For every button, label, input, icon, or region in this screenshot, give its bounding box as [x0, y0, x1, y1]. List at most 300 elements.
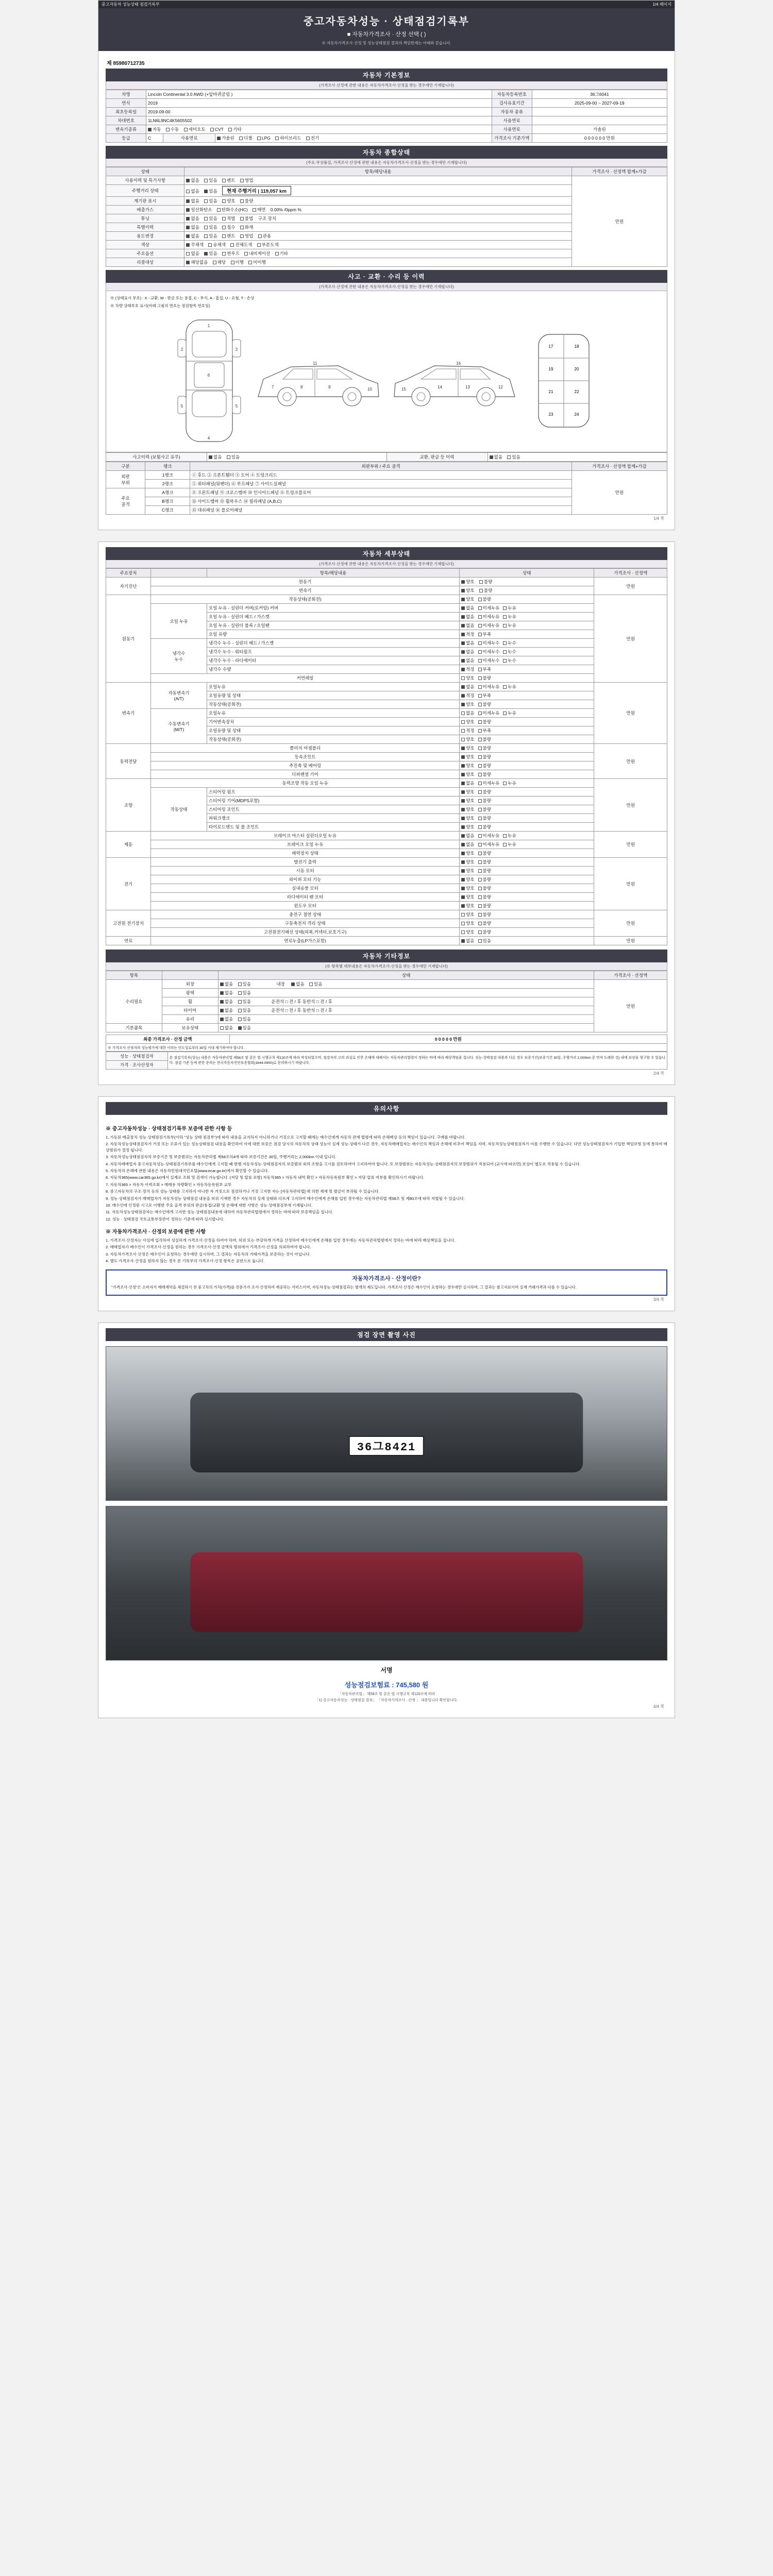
- detail-item-4-4: 파워크랭크: [207, 814, 460, 823]
- opt-good[interactable]: 양호: [461, 579, 474, 585]
- opt-none[interactable]: 없음: [461, 938, 474, 944]
- opt-usechange-gov[interactable]: 관용: [258, 233, 271, 239]
- opt-good[interactable]: 양호: [461, 850, 474, 856]
- opt-bad[interactable]: 불량: [478, 771, 491, 777]
- detail-item-5-1: 브레이크 오일 누유: [151, 840, 460, 849]
- opt-yes[interactable]: 있음: [238, 990, 251, 996]
- opt-minor[interactable]: 미세누유: [478, 710, 500, 716]
- opt-good[interactable]: 양호: [461, 798, 474, 804]
- opt-tuning-none[interactable]: 없음: [186, 215, 199, 222]
- opt-options-yes[interactable]: 있음: [204, 250, 217, 257]
- opt-good[interactable]: 양호: [461, 701, 474, 707]
- opt-fuel-ev[interactable]: 전기: [306, 135, 319, 141]
- row-mileage-label: 주행거리 상태: [106, 185, 184, 197]
- notice2-item-3: 3. 자동차가격조사·산정은 매수인이 요청하는 경우에만 실시하며, 그 결과는 자동차의 거래가격을 보증하는 것이 아닙니다.: [106, 1251, 311, 1257]
- notice-item-11: 11. 자동차성능상태점검자는 매수인에게 고지한 성능·상태점검내용에 대하여 자동차관리법령에서 정하는 바에 따라 보증책임을 집니다.: [106, 1210, 333, 1215]
- opt-leak[interactable]: 누유: [503, 622, 516, 629]
- svg-text:7: 7: [272, 385, 274, 389]
- label-year: 연식: [106, 99, 146, 108]
- notice2-item-4: 4. 별도 가격조사·산정을 원하지 않는 경우 본 기록부의 가격조사·산정 항목은 공란으로 둡니다.: [106, 1259, 265, 1264]
- damage-diagram: [106, 291, 667, 452]
- detail-state-1-1: [460, 604, 594, 613]
- etc-item-tire: 타이어: [162, 1006, 218, 1015]
- row-emission-value: [184, 206, 572, 214]
- opt-recall-done[interactable]: 이행: [231, 259, 244, 265]
- opt-low[interactable]: 부족: [478, 692, 491, 699]
- opt-tuning-illegal[interactable]: 불법: [240, 215, 253, 222]
- opt-good[interactable]: 양호: [461, 789, 474, 795]
- section-overall: 자동차 종합상태: [106, 146, 667, 159]
- svg-text:9: 9: [328, 385, 331, 389]
- detail-state-8-0: [460, 937, 594, 945]
- detail-item-4-0: 동력조향 작동 오일 누유: [151, 779, 460, 788]
- opt-none[interactable]: 없음: [461, 684, 474, 690]
- opt-color-achromatic[interactable]: 무채색: [186, 242, 204, 248]
- opt-special-none[interactable]: 없음: [186, 224, 199, 230]
- value-plate: 36그6041: [532, 90, 667, 99]
- opt-recall-yes[interactable]: 해당: [213, 259, 226, 265]
- opt-minor[interactable]: 미세누유: [478, 622, 500, 629]
- opt-trans-manual[interactable]: 수동: [166, 126, 179, 132]
- opt-yes[interactable]: 있음: [478, 938, 491, 944]
- etc-state-wheel: [218, 997, 594, 1006]
- value-car-name: Lincoln Continental 3.0 AWD (+앞바퀴굴림 ): [146, 90, 492, 99]
- opt-minor[interactable]: 미세누수: [478, 649, 500, 655]
- page1-corner: 1/4 쪽: [653, 516, 664, 521]
- opt-none[interactable]: 없음: [461, 614, 474, 620]
- opt-bad[interactable]: 불량: [478, 596, 491, 602]
- detail-group-7: 고전원 전기장치: [106, 910, 151, 937]
- etc-tire-pos: 운전석 □ 전 / 후 동반석 □ 전 / 후: [271, 1008, 332, 1013]
- opt-bad[interactable]: 불량: [478, 850, 491, 856]
- svg-text:12: 12: [498, 385, 503, 389]
- opt-none[interactable]: 없음: [461, 833, 474, 839]
- car-front-view: [171, 314, 248, 448]
- opt-options-nav[interactable]: 내비게이션: [244, 250, 270, 257]
- opt-bad[interactable]: 불량: [478, 789, 491, 795]
- row-usechange-value: [184, 232, 572, 241]
- etc-state-tire: [218, 1006, 594, 1015]
- opt-none[interactable]: 없음: [220, 1025, 233, 1031]
- opt-color-partial[interactable]: 부분도색: [257, 242, 279, 248]
- opt-good[interactable]: 양호: [461, 806, 474, 812]
- etc-group-repair: 수리필요: [106, 980, 162, 1024]
- opt-good[interactable]: 양호: [461, 894, 474, 900]
- opt-good[interactable]: 양호: [461, 929, 474, 935]
- opt-trans-other[interactable]: 기타: [228, 126, 241, 132]
- opt-none[interactable]: 없음: [220, 998, 233, 1005]
- detail-item-1-5: 냉각수 누수 - 실린더 헤드 / 가스켓: [207, 639, 460, 648]
- detail-state-2-1: [460, 691, 594, 700]
- page2-corner: 2/4 쪽: [653, 1071, 664, 1076]
- opt-tuning-legal[interactable]: 적법: [222, 215, 235, 222]
- detail-item-1-7: 냉각수 누수 - 라디에이터: [207, 656, 460, 665]
- opt-ok[interactable]: 적정: [461, 631, 474, 637]
- detail-state-6-4: [460, 893, 594, 902]
- detail-item-2-3: 오일누유: [207, 709, 460, 718]
- opt-bad[interactable]: 불량: [478, 824, 491, 830]
- fuel-options: [215, 134, 492, 143]
- inspection-insurance-fee: [106, 1676, 667, 1690]
- page-subtitle: ■ 자동차가격조사 · 산정 선택 ( ): [347, 31, 426, 38]
- opt-none[interactable]: 없음: [220, 1007, 233, 1013]
- detail-price-7: 만원: [594, 910, 667, 937]
- opt-cluster-good[interactable]: 양호: [222, 198, 235, 204]
- opt-low[interactable]: 부족: [478, 631, 491, 637]
- opt-none[interactable]: 없음: [220, 990, 233, 996]
- opt-leak[interactable]: 누유: [503, 614, 516, 620]
- opt-fuel-hybrid[interactable]: 하이브리드: [275, 135, 301, 141]
- car-side-view-right: [388, 347, 522, 414]
- opt-none[interactable]: 없음: [461, 622, 474, 629]
- opt-bad[interactable]: 불량: [478, 701, 491, 707]
- opt-usechange-biz[interactable]: 영업: [240, 233, 253, 239]
- label-transmission: 변속기종류: [106, 125, 146, 134]
- opt-mileage-none[interactable]: 없음: [186, 188, 199, 194]
- frame-price-cell: 만원: [572, 471, 667, 515]
- opt-bad[interactable]: 불량: [478, 876, 491, 883]
- basic-info-table: [106, 90, 667, 143]
- opt-bad[interactable]: 불량: [478, 736, 491, 742]
- page-title: 중고자동차성능 · 상태점검기록부: [303, 16, 470, 27]
- opt-usage-biz[interactable]: 영업: [240, 177, 253, 183]
- detail-sub-at: 자동변속기 (A/T): [151, 683, 207, 709]
- opt-minor[interactable]: 미세누유: [478, 684, 500, 690]
- opt-none2[interactable]: 없음: [291, 981, 304, 987]
- detail-item-1-8: 냉각수 수량: [207, 665, 460, 674]
- etc-state-polish: [218, 989, 594, 997]
- detail-item-1-9: 커먼레일: [151, 674, 460, 683]
- opt-good[interactable]: 양호: [461, 736, 474, 742]
- detail-state-4-3: [460, 805, 594, 814]
- svg-text:18: 18: [574, 344, 579, 349]
- opt-ok[interactable]: 적정: [461, 692, 474, 699]
- opt-special-flood[interactable]: 침수: [222, 224, 235, 230]
- detail-item-7-1: 구동축전지 격리 상태: [151, 919, 460, 928]
- opt-good[interactable]: 양호: [461, 824, 474, 830]
- opt-leak[interactable]: 누수: [503, 657, 516, 664]
- diagram-legend-1: ※ (상태표시 부호) : X - 교환, W - 판금 또는 용접, C - 부식, A - 흠집, U - 요철, T - 손상: [110, 296, 255, 300]
- opt-good[interactable]: 양호: [461, 911, 474, 918]
- opt-accident-yes[interactable]: 있음: [227, 454, 240, 460]
- opt-yes[interactable]: 있음: [238, 1025, 251, 1031]
- opt-yes[interactable]: 있음: [238, 998, 251, 1005]
- opt-good[interactable]: 양호: [461, 754, 474, 760]
- svg-text:24: 24: [574, 412, 579, 417]
- fee-label: 성능점검보험료 :: [344, 1681, 394, 1689]
- label-first-reg: 최초등록일: [106, 108, 146, 116]
- opt-bad[interactable]: 불량: [478, 754, 491, 760]
- opt-leak[interactable]: 누유: [503, 710, 516, 716]
- opt-bad[interactable]: 불량: [478, 920, 491, 926]
- detail-sub-coolant: 냉각수 누수: [151, 639, 207, 674]
- opt-usage-none[interactable]: 없음: [186, 177, 199, 183]
- opt-bad[interactable]: 불량: [478, 745, 491, 751]
- opt-trans-auto[interactable]: 자동: [148, 126, 161, 132]
- opt-good[interactable]: 양호: [461, 876, 474, 883]
- page-title-note: ※ 자동차가격조사·산정 및 성능상태점검 결과의 책임한계는 아래와 같습니다.: [322, 41, 451, 45]
- section-accident: 사고 · 교환 · 수리 등 이력: [106, 270, 667, 283]
- overall-price-cell: 만원: [572, 176, 667, 267]
- svg-text:15: 15: [401, 387, 406, 392]
- row-usage-history-label: 사용이력 및 특기사항: [106, 176, 184, 185]
- opt-exchange-yes[interactable]: 있음: [507, 454, 520, 460]
- opt-bad[interactable]: 불량: [479, 587, 492, 594]
- opt-minor[interactable]: 미세누수: [478, 640, 500, 646]
- opt-bad[interactable]: 불량: [478, 798, 491, 804]
- signature-table: [106, 1052, 667, 1070]
- detail-state-1-0: [460, 595, 594, 604]
- opt-bad[interactable]: 불량: [478, 868, 491, 874]
- detail-item-2-0: 오일누유: [207, 683, 460, 691]
- notice-section1-title: ※ 중고자동차성능 · 상태점검기록부 보증에 관한 사항 등: [106, 1126, 232, 1132]
- notice-item-2: 2. 자동차성능상태점검자가 거짓 또는 오류가 있는 성능상태점검 내용을 확인하여 이에 대한 보증은 점검 당시의 자동차의 상태 성능이 실제 성능·상태가 다른 경우, 자동차매매업자는 매수인의 책임과 손해에 비추어 책임을 지며, 자동차성능상태점검자가 이를 수행한 수 있습니다. 다만 성능상태점검자가 기입한 책임보험 등에 통하여 배상범위가 결정 됩니다.: [106, 1142, 667, 1153]
- opt-minor[interactable]: 미세누수: [478, 657, 500, 664]
- svg-text:5: 5: [180, 404, 183, 409]
- guarantee-title: 자동차가격조사 · 산정이란?: [352, 1275, 421, 1282]
- opt-low[interactable]: 부족: [478, 727, 491, 734]
- etc-price: 만원: [594, 980, 667, 1032]
- detail-group-2: 변속기: [106, 683, 151, 744]
- detail-state-0-1: [460, 586, 594, 595]
- svg-text:6: 6: [207, 373, 210, 378]
- opt-good[interactable]: 양호: [461, 920, 474, 926]
- label-accident-history: 사고이력 (보험사고 유무): [106, 453, 207, 462]
- opt-none[interactable]: 없음: [461, 649, 474, 655]
- detail-state-4-1: [460, 788, 594, 796]
- opt-good[interactable]: 양호: [461, 903, 474, 909]
- opt-recall-na[interactable]: 해당없음: [186, 259, 208, 265]
- opt-mileage-yes[interactable]: 있음: [204, 188, 217, 194]
- detail-item-2-1: 오일유량 및 상태: [207, 691, 460, 700]
- svg-text:17: 17: [548, 344, 553, 349]
- opt-usage-yes[interactable]: 있음: [204, 177, 217, 183]
- opt-yes2[interactable]: 있음: [309, 981, 322, 987]
- value-exchange-history: [488, 453, 667, 462]
- opt-options-etc[interactable]: 기타: [275, 250, 288, 257]
- opt-options-none[interactable]: 없음: [186, 250, 199, 257]
- frame-rank-2: 2랭크: [145, 480, 190, 488]
- opt-usechange-yes[interactable]: 있음: [204, 233, 217, 239]
- opt-tuning-yes[interactable]: 있음: [204, 215, 217, 222]
- opt-good[interactable]: 양호: [461, 745, 474, 751]
- opt-cluster-none[interactable]: 없음: [186, 198, 199, 204]
- frame-group-main: 주요 골격: [106, 488, 145, 515]
- detail-item-1-6: 냉각수 누수 - 워터펌프: [207, 648, 460, 656]
- photo-rear: [106, 1506, 667, 1660]
- detail-item-4-2: 스티어링 기어(MDPS포함): [207, 796, 460, 805]
- opt-minor[interactable]: 미세누유: [478, 841, 500, 848]
- detail-item-2-2: 작동상태(공회전): [207, 700, 460, 709]
- opt-minor[interactable]: 미세누유: [478, 614, 500, 620]
- opt-special-fire[interactable]: 화재: [240, 224, 253, 230]
- opt-trans-cvt[interactable]: CVT: [210, 127, 224, 132]
- opt-emission-smoke[interactable]: 매연: [253, 207, 265, 213]
- opt-good[interactable]: 양호: [461, 859, 474, 865]
- section-detail-note: (가격조사·산정에 관한 내용은 자동차가격조사·산정을 받는 경우에만 기재합니다): [106, 560, 667, 568]
- opt-bad[interactable]: 불량: [478, 762, 491, 769]
- section-basic-info: 자동차 기본정보: [106, 69, 667, 81]
- detail-item-3-3: 디퍼렌셜 기어: [151, 770, 460, 779]
- emission-values: 0.00% /0ppm %: [270, 207, 301, 212]
- opt-good[interactable]: 양호: [461, 868, 474, 874]
- opt-bad[interactable]: 불량: [478, 903, 491, 909]
- opt-leak[interactable]: 누유: [503, 684, 516, 690]
- opt-leak[interactable]: 누유: [503, 780, 516, 786]
- etc-wheel-pos: 운전석 □ 전 / 후 동반석 □ 전 / 후: [271, 999, 332, 1004]
- svg-text:16: 16: [456, 361, 461, 366]
- opt-yes[interactable]: 있음: [238, 1016, 251, 1022]
- opt-color-chromatic[interactable]: 유채색: [208, 242, 226, 248]
- detail-price-6: 만원: [594, 858, 667, 910]
- opt-bad[interactable]: 불량: [478, 911, 491, 918]
- opt-good[interactable]: 양호: [461, 587, 474, 594]
- opt-fuel-diesel[interactable]: 디젤: [239, 135, 252, 141]
- opt-cluster-yes[interactable]: 있음: [204, 198, 217, 204]
- opt-leak[interactable]: 누수: [503, 640, 516, 646]
- opt-none[interactable]: 없음: [461, 780, 474, 786]
- opt-emission-co[interactable]: 일산화탄소: [186, 207, 212, 213]
- opt-bad[interactable]: 불량: [478, 675, 491, 681]
- opt-good[interactable]: 양호: [461, 815, 474, 821]
- opt-none[interactable]: 없음: [461, 841, 474, 848]
- opt-none[interactable]: 없음: [461, 605, 474, 611]
- opt-bad[interactable]: 불량: [479, 579, 492, 585]
- row-usechange-label: 용도변경: [106, 232, 184, 241]
- page-1: [98, 0, 675, 530]
- opt-trans-semi[interactable]: 세미오토: [184, 126, 206, 132]
- opt-emission-hc[interactable]: 탄화수소(HC): [217, 207, 248, 213]
- photo-rear-vehicle: [190, 1552, 583, 1632]
- opt-bad[interactable]: 불량: [478, 859, 491, 865]
- opt-yes[interactable]: 있음: [238, 981, 251, 987]
- detail-item-5-0: 브레이크 마스터 실린더오일 누유: [151, 832, 460, 840]
- detail-item-6-0: 발전기 출력: [151, 858, 460, 867]
- opt-accident-none[interactable]: 없음: [209, 454, 222, 460]
- opt-leak[interactable]: 누유: [503, 841, 516, 848]
- opt-none[interactable]: 없음: [220, 1016, 233, 1022]
- row-emission-label: 배출가스: [106, 206, 184, 214]
- opt-good[interactable]: 양호: [461, 596, 474, 602]
- th-overall-state: 상태: [106, 167, 184, 176]
- label-vin: 차대번호: [106, 116, 146, 125]
- opt-fuel-lpg[interactable]: LPG: [257, 135, 271, 141]
- topbar-right: 1/4 페이지: [652, 2, 671, 7]
- opt-bad[interactable]: 불량: [478, 806, 491, 812]
- opt-none[interactable]: 없음: [461, 657, 474, 664]
- row-recall-label: 리콜대상: [106, 258, 184, 267]
- opt-usage-rent[interactable]: 렌트: [222, 177, 235, 183]
- detail-state-1-9: [460, 674, 594, 683]
- final-price-note: ※ 가격조사·산정자의 성능평가에 대한 이의는 인도일로부터 30일 이내 제기하여야 합니다.: [106, 1044, 667, 1052]
- car-side-view-left: [251, 347, 385, 414]
- notice-item-6: 6. 자동차365(www.car365.go.kr)에서 실제로 조회 및 검색이 가능합니다. (저당 및 압류 포함) 자동차365 > 자동차 내역 확인 > 자동차등록원부 확인 > 저당·압류 여부를 확인하시기 바랍니다.: [106, 1175, 425, 1180]
- transmission-options: [146, 125, 492, 134]
- opt-yes[interactable]: 있음: [238, 1007, 251, 1013]
- opt-good[interactable]: 양호: [461, 762, 474, 769]
- opt-low[interactable]: 부족: [478, 666, 491, 672]
- frame-items-1: ① 후드 ② 프론트휀더 ③ 도어 ④ 트렁크리드: [190, 471, 572, 480]
- section-etc: 자동차 기타정보: [106, 950, 667, 962]
- opt-bad[interactable]: 불량: [478, 719, 491, 725]
- detail-state-2-4: [460, 718, 594, 726]
- opt-minor[interactable]: 미세누유: [478, 833, 500, 839]
- opt-options-sunroof[interactable]: 썬루프: [222, 250, 240, 257]
- detail-state-3-3: [460, 770, 594, 779]
- detail-state-3-1: [460, 753, 594, 761]
- detail-item-6-3: 실내송풍 모터: [151, 884, 460, 893]
- detail-item-7-2: 고전원전기배선 상태(피복,커넥터,보호기구): [151, 928, 460, 937]
- label-fuel-2: 사용연료: [492, 125, 532, 134]
- detail-group-8: 연료: [106, 937, 151, 945]
- etc-item-interior: 내장: [276, 981, 285, 987]
- opt-leak[interactable]: 누유: [503, 605, 516, 611]
- opt-good[interactable]: 양호: [461, 771, 474, 777]
- detail-item-1-2: 오일 누유 - 실린더 헤드 / 가스켓: [207, 613, 460, 621]
- opt-leak[interactable]: 누수: [503, 649, 516, 655]
- detail-item-2-4: 기어변속장치: [207, 718, 460, 726]
- section-overall-note: (주요·무상품질, 가격조사·산정에 관한 내용은 자동차가격조사·산정을 받는 경우에만 기재합니다): [106, 159, 667, 167]
- opt-color-full[interactable]: 전체도색: [230, 242, 252, 248]
- opt-usechange-none[interactable]: 없음: [186, 233, 199, 239]
- opt-leak[interactable]: 누유: [503, 833, 516, 839]
- opt-fuel-gasoline[interactable]: 가솔린: [217, 135, 234, 141]
- opt-good[interactable]: 양호: [461, 885, 474, 891]
- opt-none[interactable]: 없음: [461, 710, 474, 716]
- detail-item-4-3: 스티어링 조인트: [207, 805, 460, 814]
- detail-item-3-1: 등속조인트: [151, 753, 460, 761]
- detail-state-7-2: [460, 928, 594, 937]
- opt-recall-undone[interactable]: 미이행: [248, 259, 266, 265]
- opt-none[interactable]: 없음: [220, 981, 233, 987]
- opt-bad[interactable]: 불량: [478, 885, 491, 891]
- notice-item-1: 1. 가동된 배출장치·성능·상태점검기록부(이하 "성능 상태 점검부")에 따라 내용을 교지하지 아니하거나 거짓으로 고지할 때에는 매수인에게 자동차 관계 법령에 따라 손해배상 등의 책임이 있습니다. 구매를 바랍니다.: [106, 1135, 466, 1140]
- frame-items-c: ⑮ 대쉬패널 ⑯ 플로어패널: [190, 506, 572, 515]
- photo-front-vehicle: [190, 1393, 583, 1472]
- notice-section2-title: ※ 자동차가격조사 · 산정의 보증에 관한 사항: [106, 1229, 206, 1235]
- opt-ok[interactable]: 적정: [461, 727, 474, 734]
- guarantee-body: "가격조사·산정"은 소비자가 매매계약을 체결하기 전 중고차의 가치(가격)를 전문가가 조사·산정하여 제공하는 서비스이며, 자동차성능·상태점검과는 별개의 제도입니다. 가격조사·산정은 매수인이 요청하는 경우에만 실시하며, 그 결과는 참고자료이며 실제 거래가격과 다를 수 있습니다.: [111, 1284, 577, 1290]
- svg-text:21: 21: [548, 389, 553, 394]
- opt-ok[interactable]: 적정: [461, 666, 474, 672]
- detail-state-2-6: [460, 735, 594, 744]
- th-etc-price: 가격조사 · 산정액: [594, 971, 667, 980]
- notice-item-5: 5. 자동차의 손해에 관한 내용은 자동차민원대국민포털(www.ecar.go.kr)에서 확인할 수 있습니다.: [106, 1168, 269, 1173]
- opt-minor[interactable]: 미세누유: [478, 605, 500, 611]
- opt-exchange-none[interactable]: 없음: [490, 454, 502, 460]
- opt-usechange-rent[interactable]: 렌트: [222, 233, 235, 239]
- row-color-value: [184, 241, 572, 249]
- opt-cluster-bad[interactable]: 불량: [240, 198, 253, 204]
- frame-rank-1: 1랭크: [145, 471, 190, 480]
- detail-sub-mt: 수동변속기 (M/T): [151, 709, 207, 744]
- opt-minor[interactable]: 미세누유: [478, 780, 500, 786]
- th-etc-state: 상태: [218, 971, 594, 980]
- opt-none[interactable]: 없음: [461, 640, 474, 646]
- opt-bad[interactable]: 불량: [478, 929, 491, 935]
- th-frame-group: 구분: [106, 462, 145, 471]
- detail-state-5-1: [460, 840, 594, 849]
- detail-group-6: 전기: [106, 858, 151, 910]
- detail-state-7-1: [460, 919, 594, 928]
- opt-special-yes[interactable]: 있음: [204, 224, 217, 230]
- opt-bad[interactable]: 불량: [478, 894, 491, 900]
- opt-good[interactable]: 양호: [461, 675, 474, 681]
- opt-good[interactable]: 양호: [461, 719, 474, 725]
- frame-rank-c: C랭크: [145, 506, 190, 515]
- th-frame-price: 가격조사 · 산정액 합계+가감: [572, 462, 667, 471]
- opt-bad[interactable]: 불량: [478, 815, 491, 821]
